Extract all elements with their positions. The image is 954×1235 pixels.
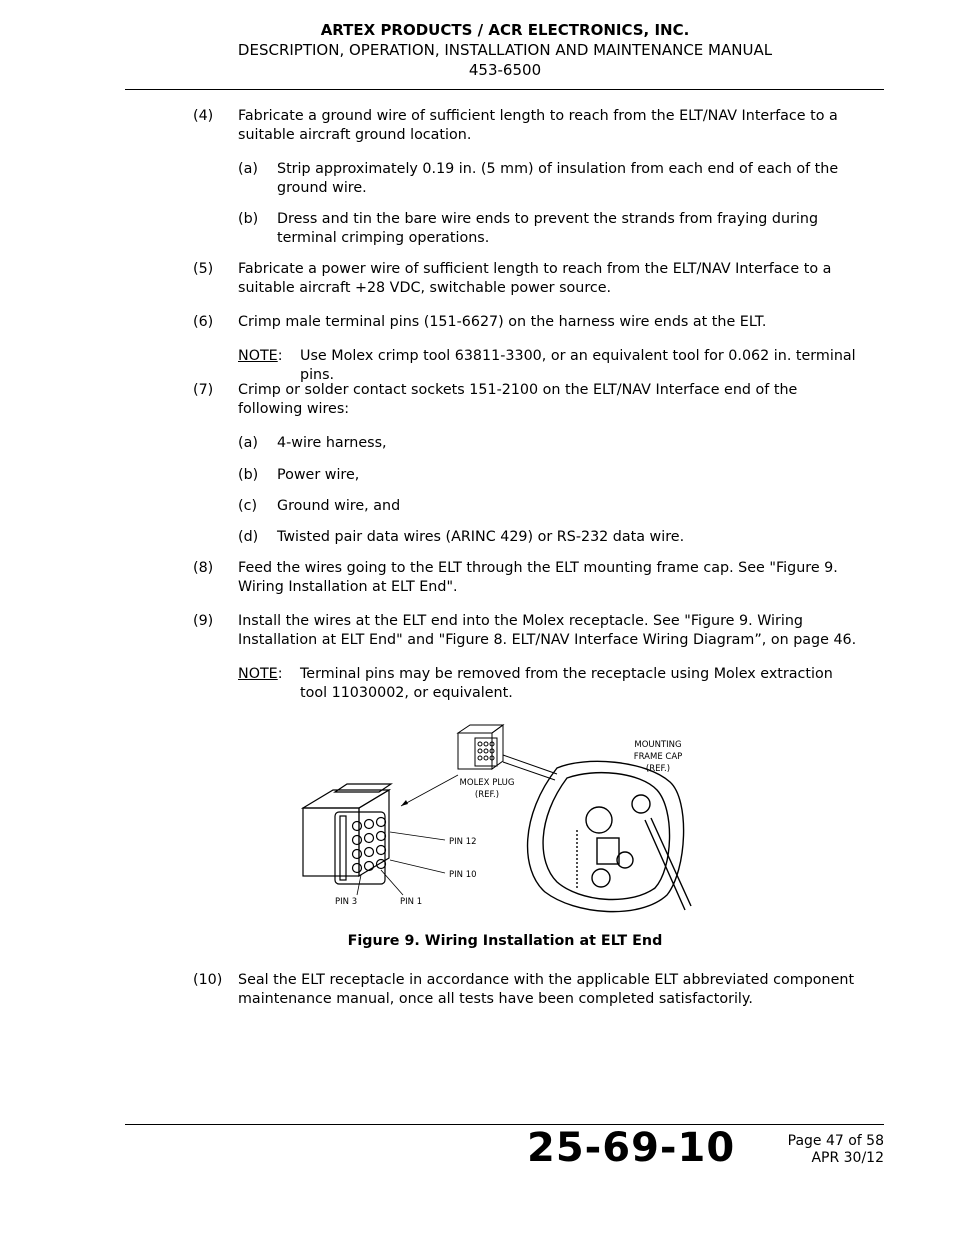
step-number: (5) (193, 261, 214, 277)
step-number: (6) (193, 314, 214, 330)
step-text: Install the wires at the ELT end into the Molex receptacle. See "Figure 9. Wiring Installation at ELT End" and "Figure 8. ELT/NAV Interface Wiring Diagram”, on page 46. (238, 613, 857, 648)
step-number: (10) (193, 972, 223, 988)
substep-text: Ground wire, and (277, 498, 401, 514)
company-name: ARTEX PRODUCTS / ACR ELECTRONICS, INC. (320, 21, 690, 39)
step-number: (4) (193, 108, 214, 124)
page-info (788, 1133, 884, 1167)
section-number: 25-69-10 (527, 1125, 736, 1171)
molex-plug-small (458, 725, 503, 769)
substep-letter: (b) (238, 467, 259, 483)
substep-text: Strip approximately 0.19 in. (5 mm) of insulation from each end of each of the ground wire. (277, 161, 839, 196)
label-mounting-3: (REF.) (645, 764, 671, 774)
label-mounting-2: FRAME CAP (633, 752, 683, 762)
mounting-frame-cap (528, 761, 691, 911)
wiring-figure (295, 720, 695, 920)
label-pin1: PIN 1 (400, 897, 423, 907)
page-header (0, 20, 954, 80)
note-colon: : (277, 666, 283, 682)
step-number: (7) (193, 382, 214, 398)
label-pin3: PIN 3 (335, 897, 358, 907)
figure-caption: Figure 9. Wiring Installation at ELT End (347, 933, 663, 949)
step-number: (8) (193, 560, 214, 576)
substep-letter: (c) (238, 498, 258, 514)
label-pin10: PIN 10 (449, 870, 477, 880)
molex-plug-large (303, 784, 391, 884)
substep-text: Twisted pair data wires (ARINC 429) or RS-232 data wire. (277, 529, 685, 545)
label-pin12: PIN 12 (449, 837, 477, 847)
substep-text: Power wire, (277, 467, 360, 483)
revision-date: APR 30/12 (811, 1150, 884, 1166)
substep-letter: (d) (238, 529, 259, 545)
page-number: Page 47 of 58 (787, 1133, 884, 1149)
manual-title: DESCRIPTION, OPERATION, INSTALLATION AND MAINTENANCE MANUAL (237, 41, 773, 59)
note-colon: : (277, 348, 283, 364)
label-plug-1: MOLEX PLUG (459, 778, 515, 788)
step-text: Seal the ELT receptacle in accordance with the applicable ELT abbreviated component maintenance manual, once all tests have been completed satisfactorily. (238, 972, 855, 1007)
label-plug-2: (REF.) (474, 790, 500, 800)
step-text: Fabricate a power wire of sufficient length to reach from the ELT/NAV Interface to a suitable aircraft +28 VDC, switchable power source. (238, 261, 832, 296)
footer-rule (125, 1124, 884, 1125)
step-text: Crimp male terminal pins (151-6627) on the harness wire ends at the ELT. (238, 314, 767, 330)
step-number: (9) (193, 613, 214, 629)
manual-number: 453-6500 (468, 61, 542, 79)
note-text: Use Molex crimp tool 63811-3300, or an equivalent tool for 0.062 in. terminal pins. (300, 348, 856, 383)
substep-letter: (a) (238, 435, 258, 451)
substep-text: 4-wire harness, (277, 435, 387, 451)
header-rule (125, 89, 884, 90)
substep-text: Dress and tin the bare wire ends to prevent the strands from fraying during terminal crimping operations. (277, 211, 819, 246)
note-label: NOTE (238, 348, 278, 364)
step-text: Feed the wires going to the ELT through the ELT mounting frame cap. See "Figure 9. Wiring Installation at ELT End". (238, 560, 838, 595)
note-text: Terminal pins may be removed from the receptacle using Molex extraction tool 11030002, or equivalent. (300, 666, 833, 701)
substep-letter: (a) (238, 161, 258, 177)
step-text: Fabricate a ground wire of sufficient length to reach from the ELT/NAV Interface to a suitable aircraft ground location. (238, 108, 838, 143)
step-text: Crimp or solder contact sockets 151-2100 on the ELT/NAV Interface end of the following wires: (238, 382, 798, 417)
label-mounting-1: MOUNTING (634, 740, 682, 750)
note-label: NOTE (238, 666, 278, 682)
substep-letter: (b) (238, 211, 259, 227)
